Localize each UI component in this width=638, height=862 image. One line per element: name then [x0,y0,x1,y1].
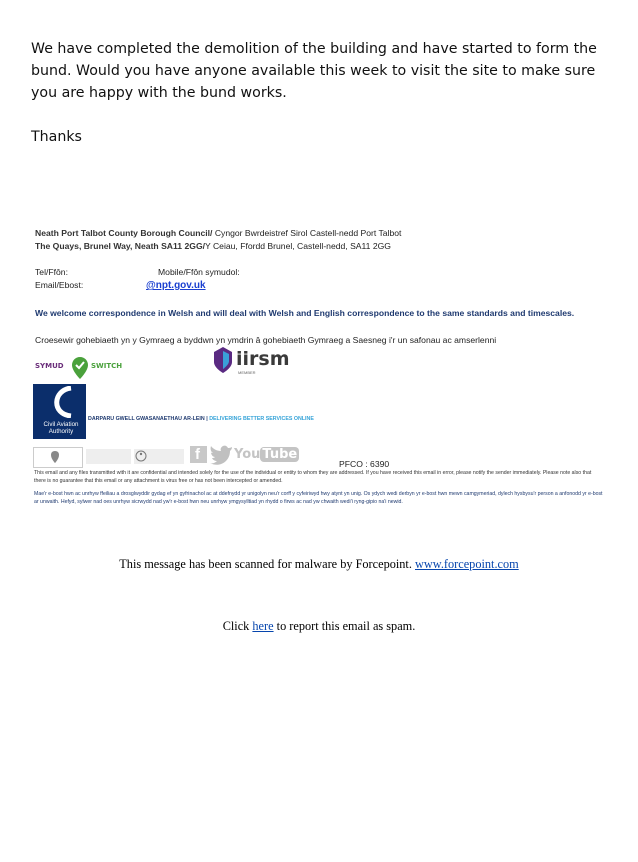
welsh-policy-cy: Croesewir gohebiaeth yn y Gymraeg a byddwn yn ymdrin â gohebiaeth Gymraeg a Saesneg i'r un safonau ac amserlenni [35,335,497,345]
iirsm-shield-icon [212,346,234,374]
spam-report-notice [0,619,638,634]
welsh-policy-en: We welcome correspondence in Welsh and will deal with Welsh and English correspondence to the same standards and timescales. [35,308,575,318]
digital-badge-1 [86,449,131,464]
signature-address [35,240,391,253]
cymraeg-badge [33,447,83,468]
pfco-number: PFCO : 6390 [339,459,390,469]
banner-en: DELIVERING BETTER SERVICES ONLINE [209,416,314,422]
caa-text [35,421,87,435]
symud-switch-logo [33,356,127,382]
digital-badge-2 [134,449,184,464]
banner-separator: | [206,416,208,422]
email-body-paragraph: We have completed the demolition of the building and have started to form the bund. Would you have anyone available this week to visit the site to make sure you are happy with the bund works. [31,41,597,101]
malware-scan-notice [0,557,638,572]
switch-text: SWITCH [91,362,123,370]
youtube-tube: Tube [262,447,298,462]
caa-arc-icon [45,386,75,418]
sign-off: Thanks [31,129,82,145]
council-name-en: Neath Port Talbot County Borough Council/ [35,228,213,238]
report-text: to report this email as spam. [273,619,416,633]
twitter-icon[interactable] [209,445,233,465]
youtube-logo[interactable] [234,445,299,464]
address-en: The Quays, Brunel Way, Neath SA11 2GG/ [35,241,206,251]
location-pin-icon [71,356,89,380]
email-body [31,38,601,148]
iirsm-text: iirsm [236,348,290,370]
disclaimer-en: This email and any files transmitted with it are confidential and intended solely for the use of the individual or entity to whom they are addressed. If you have received this email in error, please notify the sender immediately. Please note also that there is no guarantee that this email or any attachment is virus free or has not been intercepted or amended. [34,470,592,484]
services-banner [88,416,314,422]
caa-logo [33,384,86,439]
badge-pin-icon [50,450,60,464]
youtube-you: You [234,447,261,462]
email-label: Email/Ebost: [35,280,84,290]
caa-line2: Authority [48,428,74,435]
click-text: Click [222,619,253,633]
email-address-link[interactable]: @npt.gov.uk [146,280,206,291]
address-cy: Y Ceiau, Ffordd Brunel, Castell-nedd, SA11 2GG [205,241,391,251]
report-here-link[interactable]: here [252,619,274,633]
banner-cy: DARPARU GWELL GWASANAETHAU AR-LEIN [88,416,205,422]
symud-text: SYMUD [35,362,64,370]
facebook-icon[interactable]: f [190,446,207,463]
iirsm-logo [212,346,290,378]
accessibility-icon [135,450,147,462]
disclaimer-cy: Mae'r e-bost hwn ac unrhyw ffeiliau a drosglwyddir gydag ef yn gyfrinachol ac at ddefnydd yr unigolyn neu'r corff y cyfeiriwyd hwy atynt yn unig. Os ydych wedi derbyn yr e-bost hwn mewn camgymeriad, dylech hysbysu'r person a anfonodd yr e-bost ar unwaith. Hefyd, sylwer nad oes unrhyw sicrwydd nad yw'r e-bost hwn neu unrhyw ymgysylltiad yn rhydd o firws ac nad yw chwaith wedi'i ryng-gipio na'i newid. [34,491,603,505]
council-name-cy: Cyngor Bwrdeistref Sirol Castell-nedd Port Talbot [212,228,402,238]
caa-line1: Civil Aviation [43,421,79,428]
mobile-label: Mobile/Ffôn symudol: [158,267,240,277]
tel-label: Tel/Ffôn: [35,267,68,277]
signature-council [35,227,401,240]
scanned-text: This message has been scanned for malware by Forcepoint. [119,557,415,571]
iirsm-member-text: MEMBER [238,370,256,375]
forcepoint-link[interactable]: www.forcepoint.com [415,557,519,571]
